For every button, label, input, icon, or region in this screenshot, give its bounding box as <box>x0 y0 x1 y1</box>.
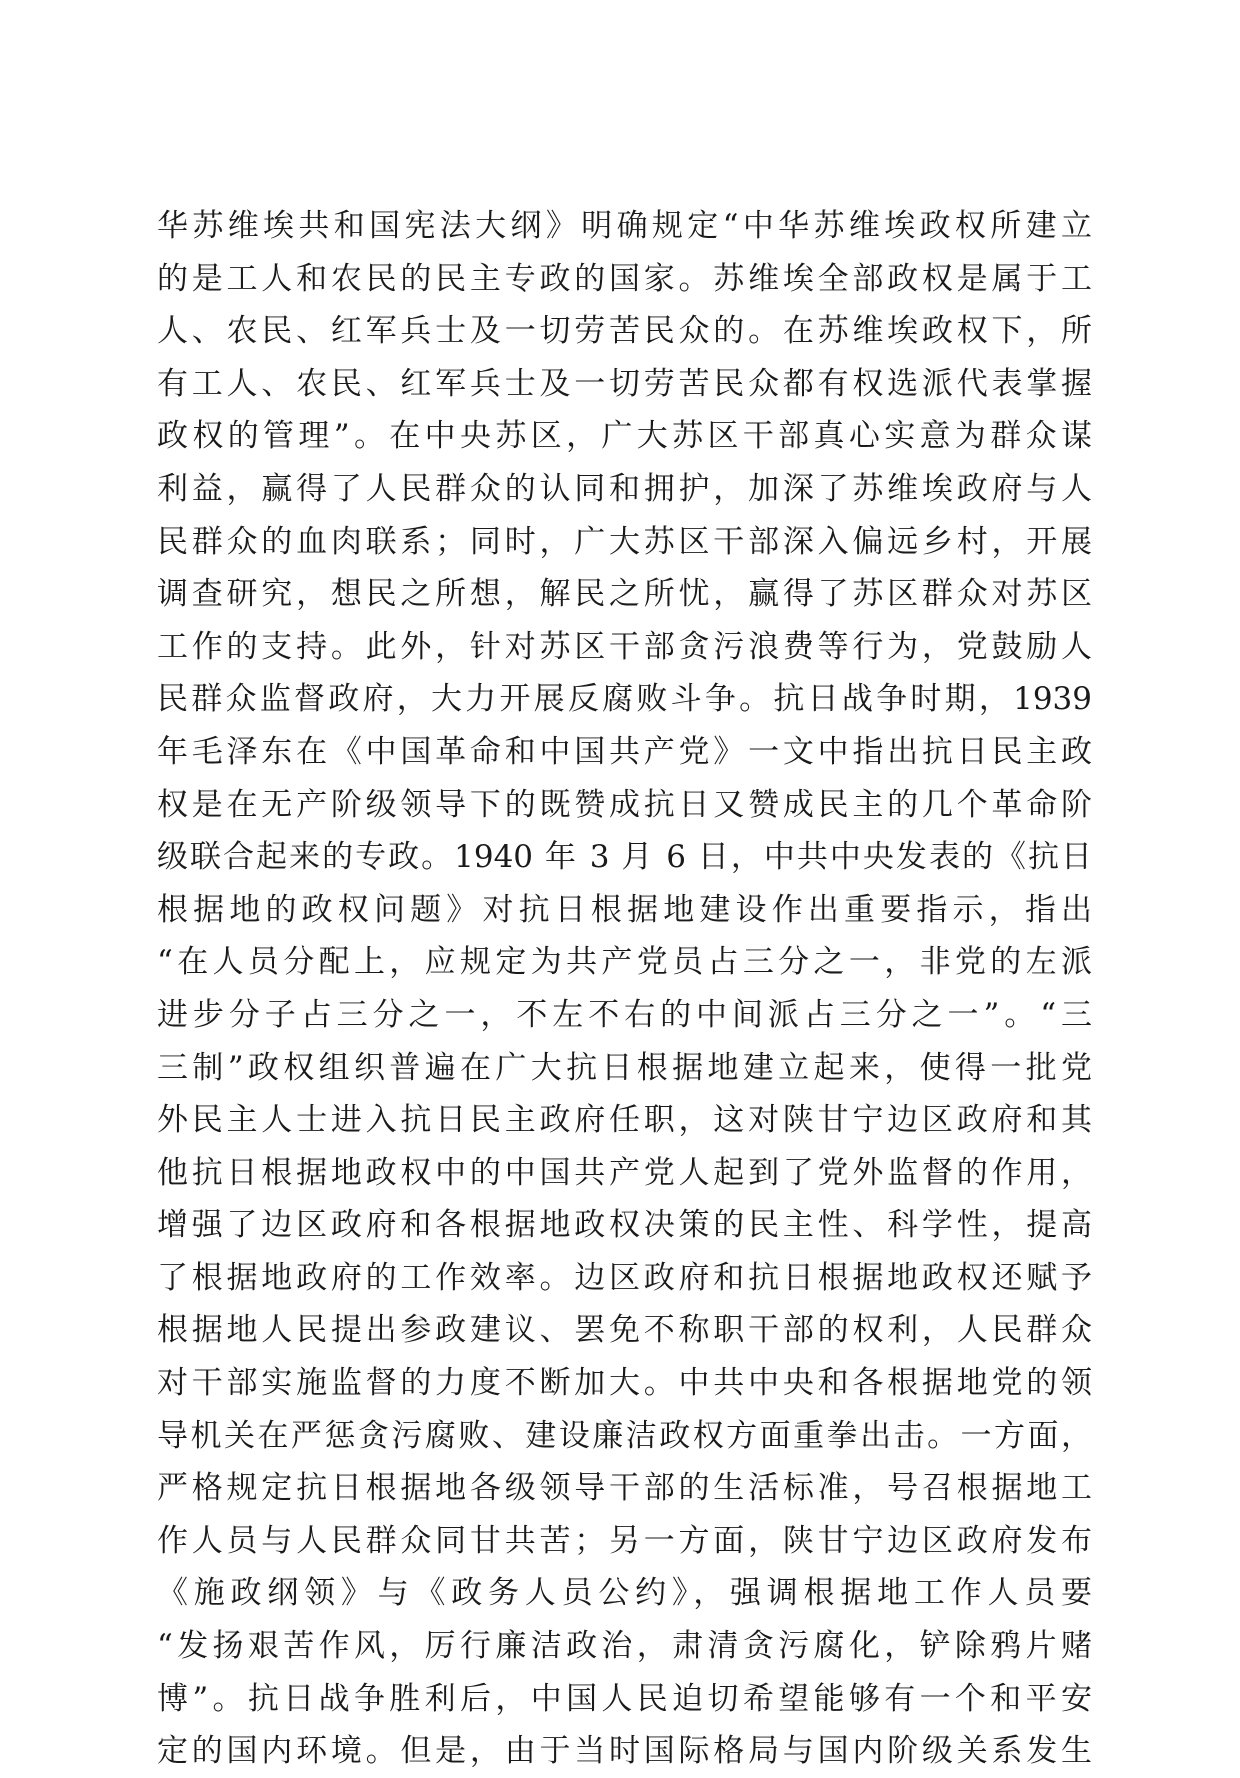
text-line: 增强了边区政府和各根据地政权决策的民主性、科学性，提高 <box>157 1207 1092 1244</box>
text-line: 导机关在严惩贪污腐败、建设廉洁政权方面重拳出击。一方面， <box>157 1417 1092 1454</box>
body-paragraph <box>157 200 1092 1778</box>
text-line: 政权的管理”。在中央苏区，广大苏区干部真心实意为群众谋 <box>157 418 1092 455</box>
text-line: 工作的支持。此外，针对苏区干部贪污浪费等行为，党鼓励人 <box>157 628 1092 665</box>
text-line: 外民主人士进入抗日民主政府任职，这对陕甘宁边区政府和其 <box>157 1102 1092 1139</box>
text-line: 博”。抗日战争胜利后，中国人民迫切希望能够有一个和平安 <box>157 1680 1092 1717</box>
text-line: 华苏维埃共和国宪法大纲》明确规定“中华苏维埃政权所建立 <box>157 208 1092 244</box>
text-line: 民群众的血肉联系；同时，广大苏区干部深入偏远乡村，开展 <box>157 523 1092 560</box>
text-line: 人、农民、红军兵士及一切劳苦民众的。在苏维埃政权下，所 <box>157 313 1092 350</box>
text-line: 三制”政权组织普遍在广大抗日根据地建立起来，使得一批党 <box>157 1049 1092 1086</box>
text-line: 权是在无产阶级领导下的既赞成抗日又赞成民主的几个革命阶 <box>157 786 1092 823</box>
text-line: 根据地人民提出参政建议、罢免不称职干部的权利，人民群众 <box>157 1312 1092 1349</box>
text-line: 《施政纲领》与《政务人员公约》，强调根据地工作人员要 <box>157 1575 1092 1612</box>
text-line: 了根据地政府的工作效率。边区政府和抗日根据地政权还赋予 <box>157 1259 1092 1296</box>
text-line: 有工人、农民、红军兵士及一切劳苦民众都有权选派代表掌握 <box>157 365 1092 402</box>
text-line: 他抗日根据地政权中的中国共产党人起到了党外监督的作用， <box>157 1154 1092 1191</box>
text-line: 对干部实施监督的力度不断加大。中共中央和各根据地党的领 <box>157 1365 1092 1402</box>
text-line: 严格规定抗日根据地各级领导干部的生活标准，号召根据地工 <box>157 1470 1092 1507</box>
text-line: 定的国内环境。但是，由于当时国际格局与国内阶级关系发生 <box>157 1733 1092 1770</box>
text-line: 民群众监督政府，大力开展反腐败斗争。抗日战争时期，1939 <box>157 681 1092 718</box>
text-line: 利益，赢得了人民群众的认同和拥护，加深了苏维埃政府与人 <box>157 470 1092 507</box>
text-line: 级联合起来的专政。1940 年 3 月 6 日，中共中央发表的《抗日 <box>157 839 1092 876</box>
text-line: 年毛泽东在《中国革命和中国共产党》一文中指出抗日民主政 <box>157 733 1092 770</box>
text-line: 作人员与人民群众同甘共苦；另一方面，陕甘宁边区政府发布 <box>157 1522 1092 1559</box>
text-line: “在人员分配上，应规定为共产党员占三分之一，非党的左派 <box>157 944 1092 981</box>
text-line: 调查研究，想民之所想，解民之所忧，赢得了苏区群众对苏区 <box>157 576 1092 613</box>
text-line: 的是工人和农民的民主专政的国家。苏维埃全部政权是属于工 <box>157 260 1092 297</box>
text-line: 根据地的政权问题》对抗日根据地建设作出重要指示，指出 <box>157 891 1092 928</box>
text-line: 进步分子占三分之一，不左不右的中间派占三分之一”。“三 <box>157 996 1092 1033</box>
text-line: “发扬艰苦作风，厉行廉洁政治，肃清贪污腐化，铲除鸦片赌 <box>157 1628 1092 1665</box>
